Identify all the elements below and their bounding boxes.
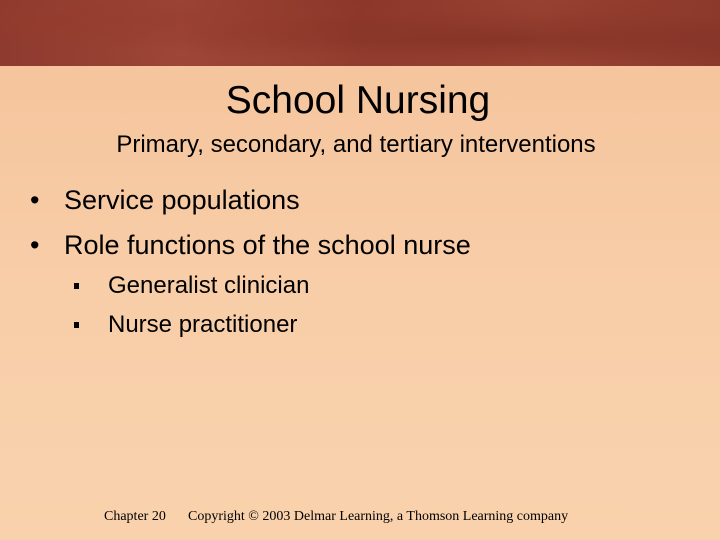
- bullet-list: [30, 178, 471, 268]
- bullet-dot-icon: •: [30, 185, 40, 215]
- sub-bullet-text: Nurse practitioner: [108, 311, 298, 338]
- footer-copyright: Copyright © 2003 Delmar Learning, a Thomson Learning company: [188, 509, 569, 524]
- bullet-item: [30, 178, 471, 223]
- slide-title: School Nursing: [225, 79, 491, 122]
- slide-subtitle: Primary, secondary, and tertiary interventions: [116, 131, 596, 158]
- bullet-text: Service populations: [64, 185, 300, 215]
- square-bullet-icon: [74, 322, 79, 328]
- top-banner: [0, 0, 720, 66]
- square-bullet-icon: [74, 283, 79, 289]
- bullet-dot-icon: •: [30, 230, 40, 260]
- sub-bullet-item: [72, 266, 309, 305]
- sub-bullet-item: [72, 305, 309, 344]
- sub-bullet-text: Generalist clinician: [108, 272, 310, 299]
- bullet-text: Role functions of the school nurse: [64, 230, 471, 260]
- bullet-item: [30, 223, 471, 268]
- sub-bullet-list: [72, 266, 309, 344]
- footer-chapter: Chapter 20: [104, 509, 166, 524]
